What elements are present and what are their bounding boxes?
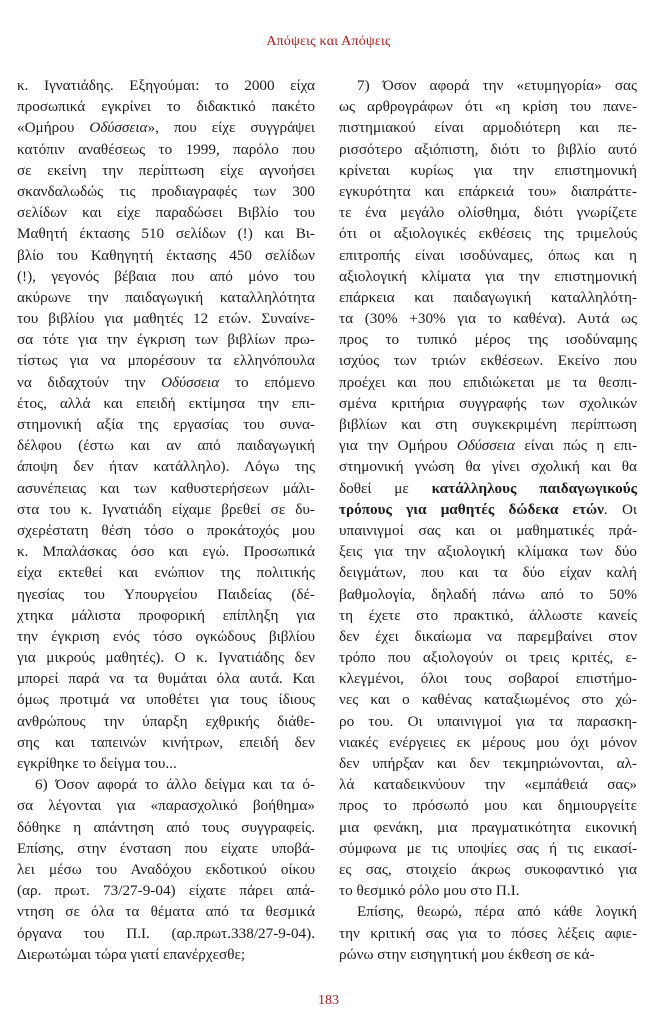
text-line: [339, 753, 637, 774]
text-line: [17, 435, 315, 456]
text-segment: είχα εκτεθεί και ενώπιον της πολιτικής: [17, 564, 315, 582]
text-segment: του βιβλίου για μαθητές 12 ετών. Συναίνε-: [17, 310, 315, 328]
text-segment: σε εκείνη την περίπτωση είχε αγνοήσει: [17, 161, 315, 179]
text-line: [17, 202, 315, 223]
italic-text: Οδύσσεια: [161, 373, 220, 391]
text-segment: για μικρούς μαθητές). Ο κ. Ιγνατιάδης δεν: [17, 649, 315, 667]
text-segment: Επίσης, στην ένσταση που είχατε υποβά-: [17, 839, 315, 857]
text-segment: ες σας, στοιχείο άκρως συκοφαντικό για: [339, 860, 637, 878]
text-line: [339, 817, 637, 838]
text-line: [339, 160, 637, 181]
text-segment: προσωπικά εγκρίνει το διδακτικό πακέτο: [17, 98, 315, 116]
text-line: [17, 223, 315, 244]
text-line: [339, 202, 637, 223]
text-segment: (αρ. πρωτ. 73/27-9-04) είχατε πάρει απά-: [17, 882, 315, 900]
text-segment: σκανδαλωδώς τις προδιαγραφές των 300: [17, 182, 315, 200]
text-segment: ρώνω στην εισηγητική μου έκθεση σε κά-: [339, 945, 595, 963]
text-segment: ακύρωνε την παιδαγωγική καταλληλότητα: [17, 288, 315, 306]
text-segment: Διερωτώμαι τώρα γιατί επανέρχεσθε;: [17, 945, 246, 963]
text-segment: ρισσότερο αξιόπιστη, διότι το βιβλίο αυτό: [339, 140, 637, 158]
text-segment: το επόμενο: [219, 373, 315, 391]
text-segment: ρο του. Οι υπαινιγμοί για τα παρασκη-: [339, 712, 637, 730]
text-line: [339, 478, 637, 499]
text-segment: όμως προτιμά να υποθέτει για τους ίδιους: [17, 691, 315, 709]
text-segment: σα λέγονται για «παρασχολικό βοήθημα»: [17, 797, 315, 815]
italic-text: Οδύσσεια: [456, 437, 515, 455]
text-line: [339, 393, 637, 414]
text-segment: τε ένα μεγάλο ολίσθημα, διότι γνωρίζετε: [339, 204, 637, 222]
text-line: [17, 711, 315, 732]
text-line: [17, 795, 315, 816]
text-segment: κατόπιν αναθέσεως το 1999, παρόλο που: [17, 140, 315, 158]
text-line: [17, 944, 315, 965]
text-segment: βλίο του Καθηγητή έκτασης 450 σελίδων: [17, 246, 315, 264]
text-segment: μια φενάκη, μια πραγματικότητα εικονική: [339, 818, 637, 836]
text-segment: ανθρώπους την ύπαρξη εχθρικής διάθε-: [17, 712, 315, 730]
text-line: [17, 245, 315, 266]
text-segment: εγκυρότητα και επάρκειά του» διαπράττε-: [339, 182, 637, 200]
text-line: [339, 859, 637, 880]
text-segment: 6) Όσον αφορά το άλλο δείγμα και τα ό-: [35, 776, 315, 794]
text-line: [17, 880, 315, 901]
text-segment: », που είχε συγγράψει: [147, 119, 316, 137]
text-segment: νιακές ενέργειες εκ μέρους μου όχι μόνον: [339, 733, 637, 751]
text-line: [17, 605, 315, 626]
text-segment: λά καταδεικνύουν την «εμπάθειά σας»: [339, 776, 637, 794]
text-line: [17, 350, 315, 371]
text-line: [339, 499, 637, 520]
text-segment: δόθηκε η απάντηση από τους συγγραφείς.: [17, 818, 315, 836]
text-segment: να διδαχτούν την: [17, 373, 162, 391]
text-line: [17, 75, 315, 96]
text-segment: στα του κ. Ιγνατιάδη είχαμε βρεθεί σε δυ-: [17, 500, 315, 518]
text-line: [339, 287, 637, 308]
text-segment: κλεγμένοι, όλοι τους σοβαροί επιστήμο-: [339, 670, 637, 688]
text-line: [17, 753, 315, 774]
text-line: [339, 880, 637, 901]
text-line: [17, 414, 315, 435]
text-segment: ξεις για την αξιολογική κλίμακα των δύο: [339, 543, 637, 561]
text-segment: μπορεί παρά να τα θυμάται όλα αυτά. Και: [17, 670, 315, 688]
text-line: [339, 308, 637, 329]
bold-text: τρόπους για μαθητές δώδεκα ετών: [339, 500, 604, 518]
text-line: [339, 689, 637, 710]
text-line: [17, 923, 315, 944]
text-line: [17, 456, 315, 477]
text-line: [17, 584, 315, 605]
text-line: [339, 350, 637, 371]
text-segment: προς το τυπικό μέρος της ισοδύναμης: [339, 331, 637, 349]
text-segment: σχερέστατη θέση τόσο ο προκάτοχός μου: [17, 521, 315, 539]
text-line: [339, 541, 637, 562]
text-line: [17, 774, 315, 795]
text-segment: βιβλίων και στη συγκεκριμένη περίπτωση: [339, 416, 637, 433]
text-segment: δεν υπήρξαν και δεν τεκμηριώνονται, αλ-: [339, 755, 637, 772]
text-segment: την έγκριση ενός τόσο ογκώδους βιβλίου: [17, 627, 315, 645]
text-line: [17, 689, 315, 710]
text-segment: υπαινιγμοί σας και οι μαθηματικές πρά-: [339, 521, 637, 539]
text-line: [339, 117, 637, 138]
right-text-column: [339, 75, 637, 965]
text-line: [17, 117, 315, 138]
text-line: [17, 266, 315, 287]
text-segment: άποψη δεν ήταν κατάλληλο). Λόγω της: [17, 458, 315, 476]
text-line: [17, 393, 315, 414]
text-segment: πιστημιακού είναι αρμοδιότερη και πε-: [339, 119, 637, 137]
text-line: [17, 478, 315, 499]
text-segment: 7) Όσον αφορά την «ετυμηγορία» σας: [357, 77, 637, 94]
text-line: [17, 817, 315, 838]
text-line: [17, 372, 315, 393]
text-line: [339, 944, 637, 965]
text-line: [339, 223, 637, 244]
text-segment: Επίσης, θεωρώ, πέρα από κάθε λογική: [357, 903, 637, 921]
text-segment: τρόπο που αξιολογούν οι τρεις κριτές, ε-: [339, 649, 637, 667]
text-segment: βαθμολογία, δηλαδή πάνω από το 50%: [339, 585, 637, 603]
text-line: [339, 732, 637, 753]
text-line: [17, 859, 315, 880]
text-line: [17, 181, 315, 202]
bold-text: κατάλληλους παιδαγωγικούς: [431, 479, 637, 497]
text-segment: λει μέσω του Αναδόχου εκδοτικού οίκου: [17, 860, 315, 878]
italic-text: Οδύσσεια: [89, 119, 148, 137]
text-segment: εγκρίθηκε το δείγμα του...: [17, 755, 177, 772]
text-segment: ισχύος των τριών εκθέσεων. Εκείνο που: [339, 352, 637, 370]
text-line: [17, 139, 315, 160]
text-line: [17, 668, 315, 689]
text-line: [339, 329, 637, 350]
text-segment: νες και ο καθένας καταξιωμένος στο χώ-: [339, 691, 637, 709]
text-line: [339, 435, 637, 456]
text-line: [339, 562, 637, 583]
text-segment: προς το πρόσωπό μου και δημιουργείτε: [339, 797, 637, 815]
text-segment: χτηκα μάλιστα προφορική επίπληξη για: [17, 606, 315, 624]
text-segment: ηγεσίας του Υπουργείου Παιδείας (δέ-: [17, 585, 315, 603]
text-line: [339, 75, 637, 96]
text-line: [17, 499, 315, 520]
text-segment: κ. Μπαλάσκας όσο και εγώ. Προσωπικά: [17, 543, 315, 561]
text-line: [339, 668, 637, 689]
text-line: [17, 329, 315, 350]
text-line: [339, 414, 637, 435]
text-line: [339, 795, 637, 816]
text-segment: είναι πώς η επι-: [514, 437, 638, 455]
text-segment: . Οι: [603, 500, 637, 518]
text-line: [17, 732, 315, 753]
text-line: [17, 520, 315, 541]
text-segment: Μαθητή έκτασης 510 σελίδων (!) και Βι-: [17, 225, 315, 243]
text-segment: έτος, αλλά και επειδή εκτίμησα την επι-: [17, 394, 315, 412]
text-line: [339, 520, 637, 541]
text-segment: τη έχετε στο πρακτικό, άλλωστε κανείς: [339, 606, 637, 624]
text-line: [17, 838, 315, 859]
text-line: [17, 647, 315, 668]
text-line: [17, 541, 315, 562]
text-segment: κ. Ιγνατιάδης. Εξηγούμαι: το 2000 είχα: [17, 77, 315, 94]
text-line: [17, 287, 315, 308]
text-line: [339, 181, 637, 202]
text-segment: ως αρθρογράφων ότι «η κρίση του πανε-: [339, 98, 637, 116]
text-segment: προέχει και που επιδιώκεται με τα θεσπι-: [339, 373, 637, 391]
text-line: [339, 923, 637, 944]
text-line: [17, 160, 315, 181]
text-segment: όργανα του Π.Ι. (αρ.πρωτ.338/27-9-04).: [17, 924, 315, 942]
text-segment: «Ομήρου: [17, 119, 90, 137]
text-line: [17, 626, 315, 647]
text-line: [339, 372, 637, 393]
text-segment: δειγμάτων, που και τα δύο είχαν καλή: [339, 564, 637, 582]
text-segment: τα (30% +30% για το καθένα). Αυτά ως: [339, 310, 637, 328]
text-segment: τίστως για να μπορέσουν τα ελληνόπουλα: [17, 352, 315, 370]
text-segment: δοθεί με: [339, 479, 432, 497]
text-line: [17, 308, 315, 329]
text-segment: την κριτική σας για το πόσες λέξεις αφιε-: [339, 924, 637, 942]
text-line: [339, 96, 637, 117]
running-header: Απόψεις και Απόψεις: [266, 34, 391, 49]
text-segment: δεν έχει δικαίωμα να παρεμβαίνει στον: [339, 627, 637, 645]
text-line: [17, 901, 315, 922]
text-segment: (!), γεγονός βέβαια που από μόνο του: [17, 267, 315, 285]
text-line: [339, 838, 637, 859]
text-line: [17, 96, 315, 117]
text-segment: για την Ομήρου: [339, 437, 457, 455]
text-line: [17, 562, 315, 583]
text-segment: σύμφωνα με τις υποψίες σας ή τις εικασί-: [339, 839, 637, 857]
text-line: [339, 584, 637, 605]
text-segment: το θεσμικό ρόλο μου στο Π.Ι.: [339, 882, 520, 900]
text-segment: σης και ταπεινών κινήτρων, επειδή δεν: [17, 733, 315, 751]
text-line: [339, 266, 637, 287]
text-line: [339, 901, 637, 922]
text-line: [339, 245, 637, 266]
text-segment: επάρκεια και παιδαγωγική καταλληλότη-: [339, 288, 637, 306]
text-line: [339, 605, 637, 626]
text-line: [339, 647, 637, 668]
text-segment: ασυνέπειας και των καθυστερήσεων μάλι-: [17, 479, 315, 497]
text-segment: ντηση σε όλα τα θέματα από τα θεσμικά: [17, 903, 315, 921]
text-segment: στημονική αξία της εργασίας του συνα-: [17, 416, 315, 433]
text-line: [339, 774, 637, 795]
text-segment: ότι οι αξιολογικές εκθέσεις της τριμελούς: [339, 225, 637, 243]
text-line: [339, 711, 637, 732]
text-segment: αξιολογική κλίματα για την επιστημονική: [339, 267, 637, 285]
text-segment: δέλφου (έστω και αν από παιδαγωγική: [17, 437, 315, 455]
left-text-column: [17, 75, 315, 965]
text-segment: στημονική γνώση θα γίνει σχολική και θα: [339, 458, 637, 476]
page-number: 183: [318, 993, 339, 1008]
text-segment: σμένα κριτήρια συγγραφής των σχολικών: [339, 394, 637, 412]
text-segment: σελίδων και είχε παραδώσει Βιβλίο του: [17, 204, 315, 222]
text-line: [339, 456, 637, 477]
text-line: [339, 626, 637, 647]
text-segment: επιτροπής είναι ισοδύναμες, όπως και η: [339, 246, 637, 264]
text-line: [339, 139, 637, 160]
text-segment: σα τότε για την έγκριση των βιβλίων πρω-: [17, 331, 315, 349]
text-segment: κρίνεται κυρίως για την επιστημονική: [339, 161, 637, 179]
